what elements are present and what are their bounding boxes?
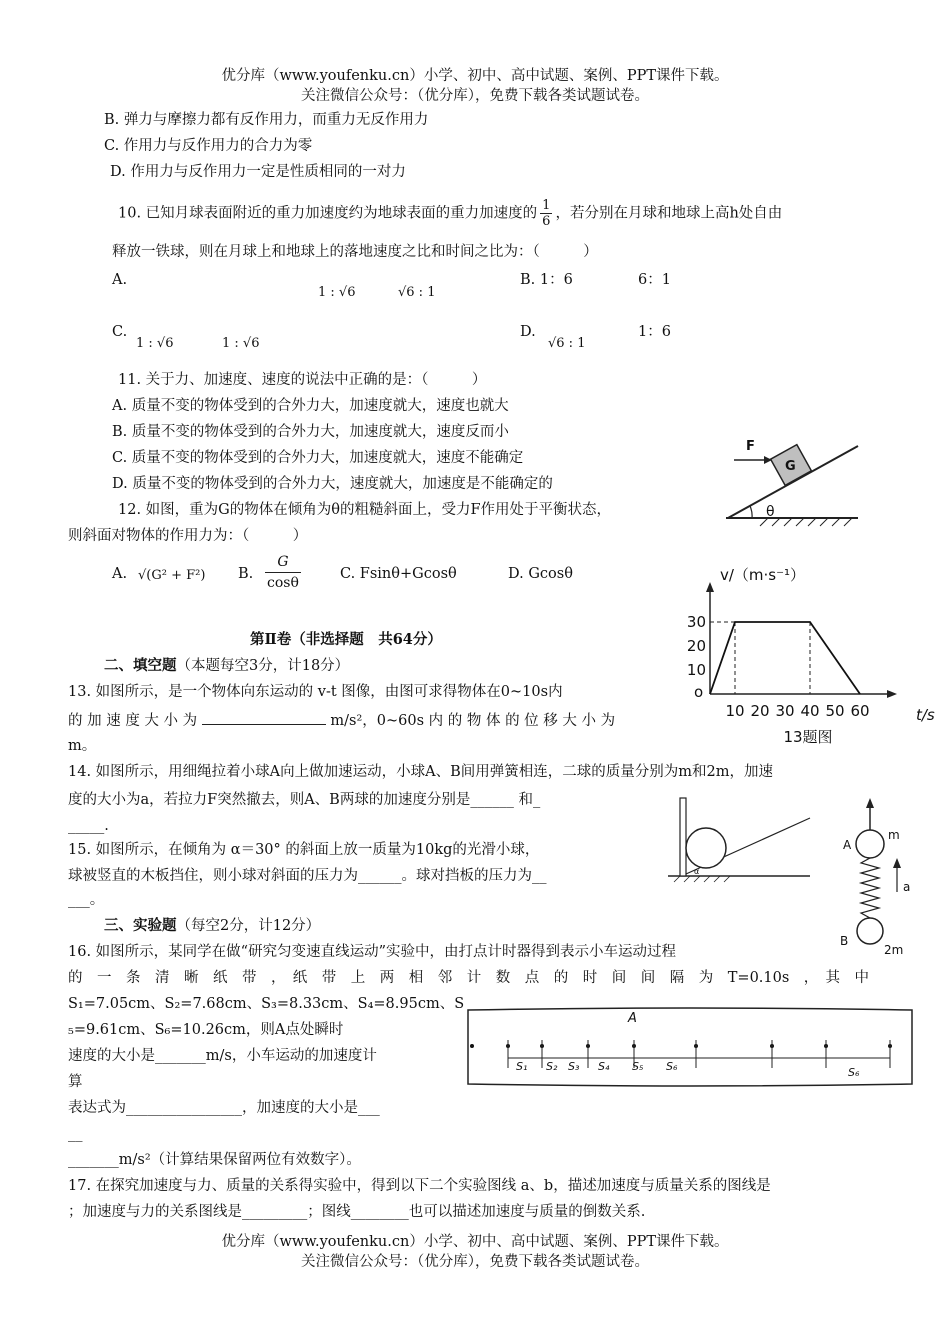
ball-b-label: B (840, 934, 849, 948)
accel-arrowhead (893, 858, 901, 868)
chart-x-tick-label: 10 (725, 702, 745, 720)
q10-a-value-2: √6 : 1 (398, 285, 436, 300)
q11-option-c: C. 质量不变的物体受到的合外力大，加速度就大，速度不能确定 (112, 450, 524, 466)
q12-option-d: D. Gcosθ (508, 566, 573, 582)
tape-s4-label: S₄ (598, 1060, 610, 1073)
ball-b (857, 918, 883, 944)
q10-stem (118, 198, 782, 229)
q16-line-6: 算 (68, 1074, 83, 1090)
q10-d-label: D. (520, 324, 536, 340)
q13-answer-blank-1[interactable] (202, 710, 326, 725)
chart-y-tick-label: 20 (686, 637, 706, 655)
accel-label: a (903, 880, 911, 894)
chart-x-tick-label: 30 (775, 702, 795, 720)
q16-line-3: S₁=7.05cm、S₂=7.68cm、S₃=8.33cm、S₄=8.95cm、S (68, 996, 465, 1012)
fill-section-note: （本题每空3分，计18分） (176, 658, 350, 674)
chart-origin-label: o (694, 683, 704, 701)
rope-arrowhead (866, 798, 874, 808)
q15-line-1: 15. 如图所示，在倾角为 α＝30° 的斜面上放一质量为10kg的光滑小球， (68, 842, 540, 858)
q11-option-d: D. 质量不变的物体受到的合外力大，速度就大，加速度是不能确定的 (112, 476, 553, 492)
block-g-label: G (785, 459, 796, 474)
tape-outline (468, 1008, 912, 1086)
chart-y-tick-label: 10 (686, 661, 706, 679)
q14-line-3: _____. (68, 818, 109, 834)
q9-option-d: D. 作用力与反作用力一定是性质相同的一对力 (110, 164, 406, 180)
q16-line-9: _______m/s²（计算结果保留两位有效数字）。 (68, 1152, 361, 1168)
header-line-1: 优分库（www.youfenku.cn）小学、初中、高中试题、案例、PPT课件下载。 (221, 68, 729, 84)
q10-c-label: C. (112, 324, 128, 340)
chart-x-axis-label: t/s (916, 706, 935, 724)
chart-title: 13题图 (783, 728, 833, 746)
q10-a-label: A. (112, 272, 128, 288)
theta-arc (750, 506, 752, 518)
q12-option-a: A. (112, 566, 128, 582)
q16-line-7: 表达式为________________，加速度的大小是___ (68, 1100, 380, 1116)
smooth-ball (686, 828, 726, 868)
q17-line-2: ；加速度与力的关系图线是_________；图线________也可以描述加速度与质量的倒数关系. (68, 1204, 646, 1220)
q15-line-3: ___。 (68, 892, 105, 908)
tape-s6-label-right: S₆ (848, 1066, 860, 1079)
q10-b-value-2: 6：1 (638, 272, 671, 288)
ball-a-label: A (843, 838, 852, 852)
q17-line-1: 17. 在探究加速度与力、质量的关系得实验中，得到以下二个实验图线 a、b，描述加速度与质量关系的图线是 (68, 1178, 771, 1194)
q12-option-a-expr: √(G² + F²) (138, 568, 206, 583)
experiment-section-heading (104, 916, 320, 936)
q10-b-label: B. 1：6 (520, 272, 573, 288)
chart-y-axis-arrow (706, 582, 714, 592)
q12-b-den: cosθ (267, 575, 299, 591)
footer-line-1: 优分库（www.youfenku.cn）小学、初中、高中试题、案例、PPT课件下载。 (221, 1234, 729, 1250)
chart-y-axis-label: v/（m·s⁻¹） (720, 566, 806, 584)
chart-x-tick-label: 20 (750, 702, 770, 720)
q16-line-8: __ (68, 1126, 83, 1142)
chart-y-tick-label: 30 (686, 613, 706, 631)
q10-c-value-2: 1 : √6 (222, 336, 260, 351)
q10-frac-den: 6 (542, 214, 551, 229)
q9-option-b: B. 弹力与摩擦力都有反作用力，而重力无反作用力 (104, 112, 429, 128)
ball-b-mass-label: 2m (884, 943, 904, 956)
force-f-arrowhead (764, 456, 772, 464)
q12-option-b-expr (262, 552, 304, 593)
q16-paper-tape (460, 1004, 920, 1092)
vertical-board (680, 798, 686, 876)
q12-stem-1: 12. 如图，重为G的物体在倾角为θ的粗糙斜面上，受力F作用处于平衡状态， (118, 502, 612, 518)
q13-line-2a: 的 加 速 度 大 小 为 (68, 713, 198, 729)
q12-b-num: G (265, 552, 301, 573)
q10-stem-b: ，若分别在月球和地球上高h处自由 (555, 205, 783, 222)
tape-s2-label: S₂ (546, 1060, 558, 1073)
chart-series-line (710, 622, 860, 694)
q16-line-2: 的 一 条 清 晰 纸 带 ， 纸 带 上 两 相 邻 计 数 点 的 时 间 间 隔 为 T=0.10s ， 其 中 (68, 970, 870, 986)
q13-line-2 (68, 710, 615, 731)
q10-stem-a: 10. 已知月球表面附近的重力加速度约为地球表面的重力加速度的 (118, 205, 538, 222)
tape-s6-label: S₆ (666, 1060, 678, 1073)
q10-stem-2: 释放一铁球，则在月球上和地球上的落地速度之比和时间之比为：（ ） (112, 244, 598, 260)
q12-option-b: B. (238, 566, 254, 582)
q12-incline-figure (718, 428, 868, 528)
chart-x-tick-label: 50 (825, 702, 845, 720)
q14-spring-figure (830, 796, 920, 956)
tape-s1-label: S₁ (516, 1060, 528, 1073)
q11-option-b: B. 质量不变的物体受到的合外力大，加速度就大，速度反而小 (112, 424, 509, 440)
q10-c-value-1: 1 : √6 (136, 336, 174, 351)
section-2-title: 第Ⅱ卷（非选择题 共64分） (250, 631, 442, 648)
q13-line-1: 13. 如图所示，是一个物体向东运动的 v-t 图像，由图可求得物体在0~10s内 (68, 684, 563, 700)
q14-line-2: 度的大小为a，若拉力F突然撤去，则A、B两球的加速度分别是______ 和_ (68, 792, 541, 808)
experiment-section-title: 三、实验题 (104, 917, 177, 934)
fill-section-title: 二、填空题 (104, 657, 177, 674)
header-line-2: 关注微信公众号：（优分库），免费下载各类试题试卷。 (301, 88, 649, 104)
q12-stem-2: 则斜面对物体的作用力为：（ ） (68, 528, 308, 544)
chart-x-axis-arrow (887, 690, 897, 698)
q12-option-c: C. Fsinθ+Gcosθ (340, 566, 457, 582)
q16-line-5: 速度的大小是_______m/s，小车运动的加速度计 (68, 1048, 377, 1064)
q10-a-value-1: 1 : √6 (318, 285, 356, 300)
chart-x-tick-label: 60 (850, 702, 870, 720)
q10-fraction (540, 198, 552, 229)
q13-line-2b: m/s²，0~60s 内 的 物 体 的 位 移 大 小 为 (330, 713, 616, 729)
q10-frac-num: 1 (542, 198, 551, 213)
q9-option-c: C. 作用力与反作用力的合力为零 (104, 138, 313, 154)
q16-line-4: ₅=9.61cm、S₆=10.26cm，则A点处瞬时 (68, 1022, 344, 1038)
footer-line-2: 关注微信公众号：（优分库），免费下载各类试题试卷。 (301, 1254, 649, 1270)
q13-line-3: m。 (68, 738, 97, 754)
q11-stem: 11. 关于力、加速度、速度的说法中正确的是：（ ） (118, 372, 487, 388)
q16-line-1: 16. 如图所示，某同学在做“研究匀变速直线运动”实验中，由打点计时器得到表示小车运动过程 (68, 944, 676, 960)
q10-d-value-1: √6 : 1 (548, 336, 586, 351)
base-hatching (674, 876, 730, 882)
q15-incline-figure (660, 796, 820, 888)
force-f-label: F (746, 439, 755, 454)
q15-line-2: 球被竖直的木板挡住，则小球对斜面的压力为______。球对挡板的压力为__ (68, 868, 547, 884)
q10-d-value-2: 1：6 (638, 324, 671, 340)
experiment-section-note: （每空2分，计12分） (176, 918, 321, 934)
alpha-label: α (694, 867, 700, 876)
q14-line-1: 14. 如图所示，用细绳拉着小球A向上做加速运动，小球A、B间用弹簧相连，二球的质量分别为m和2m，加速 (68, 764, 773, 780)
q11-option-a: A. 质量不变的物体受到的合外力大，加速度就大，速度也就大 (112, 398, 509, 414)
tape-s3-label: S₃ (568, 1060, 580, 1073)
fill-section-heading (104, 656, 349, 676)
spring-coil (861, 858, 879, 918)
ball-a (856, 830, 884, 858)
chart-x-tick-label: 40 (800, 702, 820, 720)
tape-point-a-label: A (628, 1011, 637, 1026)
q13-vt-chart (680, 560, 942, 750)
ball-a-mass-label: m (888, 828, 900, 842)
theta-label: θ (766, 504, 775, 520)
tape-s5-label: S₅ (632, 1060, 644, 1073)
